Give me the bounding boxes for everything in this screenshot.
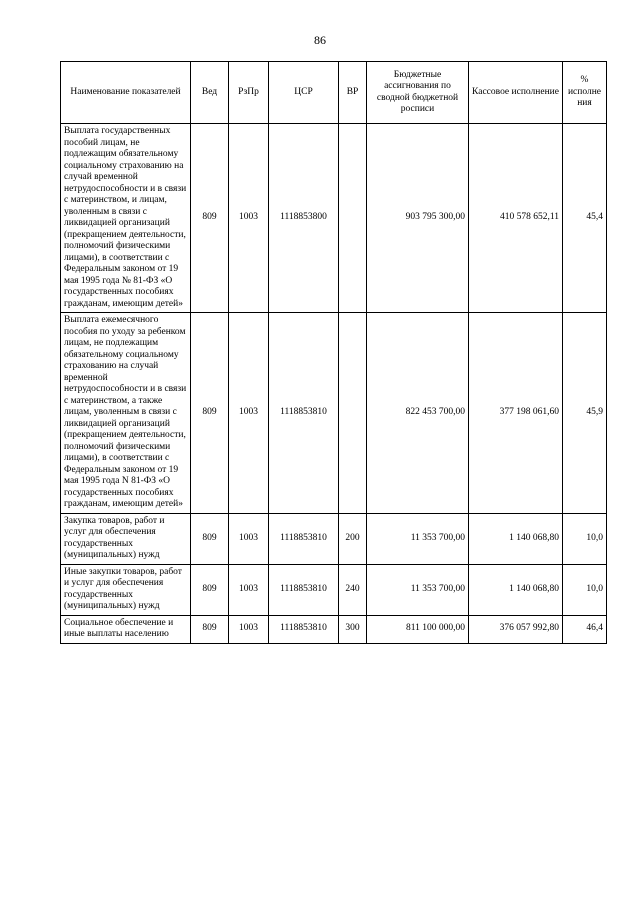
budget-execution-table	[60, 61, 607, 644]
table-row	[61, 313, 607, 514]
row-vr: 300	[339, 615, 367, 643]
row-ved: 809	[191, 615, 229, 643]
table-row	[61, 564, 607, 615]
row-rzpr: 1003	[229, 124, 269, 313]
row-cash: 1 140 068,80	[469, 513, 563, 564]
header-cash: Кассовое исполнение	[469, 62, 563, 124]
row-budget: 11 353 700,00	[367, 513, 469, 564]
row-csr: 1118853810	[269, 513, 339, 564]
row-rzpr: 1003	[229, 564, 269, 615]
header-ved: Вед	[191, 62, 229, 124]
table-row	[61, 124, 607, 313]
row-ved: 809	[191, 564, 229, 615]
header-budget: Бюджетные ассигнования по сводной бюджетной росписи	[367, 62, 469, 124]
table-header-row	[61, 62, 607, 124]
row-ved: 809	[191, 124, 229, 313]
table-row	[61, 513, 607, 564]
row-cash: 377 198 061,60	[469, 313, 563, 514]
row-vr: 240	[339, 564, 367, 615]
row-csr: 1118853800	[269, 124, 339, 313]
row-budget: 811 100 000,00	[367, 615, 469, 643]
row-name: Закупка товаров, работ и услуг для обеспечения государственных (муниципальных) нужд	[61, 513, 191, 564]
row-pct: 45,9	[563, 313, 607, 514]
row-ved: 809	[191, 513, 229, 564]
row-csr: 1118853810	[269, 313, 339, 514]
row-vr: 200	[339, 513, 367, 564]
row-ved: 809	[191, 313, 229, 514]
row-name: Выплата ежемесячного пособия по уходу за ребенком лицам, не подлежащим обязательному социальному страхованию на случай временной нетрудоспособности и в связи с материнством, а также лицам, уволенным в связи с ликвидацией организаций (прекращением деятельности, полномочий физическими лицами), в соответствии с Федеральным законом от 19 мая 1995 года N 81-ФЗ «О государственных пособиях гражданам, имеющим детей»	[61, 313, 191, 514]
row-name: Иные закупки товаров, работ и услуг для обеспечения государственных (муниципальных) нужд	[61, 564, 191, 615]
header-rzpr: РзПр	[229, 62, 269, 124]
row-pct: 10,0	[563, 513, 607, 564]
row-budget: 11 353 700,00	[367, 564, 469, 615]
row-cash: 410 578 652,11	[469, 124, 563, 313]
row-name: Выплата государственных пособий лицам, не подлежащим обязательному социальному страхованию на случай временной нетрудоспособности и в связи с материнством, и лицам, уволенным в связи с ликвидацией организаций (прекращением деятельности, полномочий физическими лицами), в соответствии с Федеральным законом от 19 мая 1995 года № 81-ФЗ «О государственных пособиях гражданам, имеющим детей»	[61, 124, 191, 313]
header-pct: % исполне ния	[563, 62, 607, 124]
row-budget: 822 453 700,00	[367, 313, 469, 514]
row-csr: 1118853810	[269, 615, 339, 643]
row-csr: 1118853810	[269, 564, 339, 615]
header-name: Наименование показателей	[61, 62, 191, 124]
row-vr	[339, 313, 367, 514]
page-number: 86	[314, 33, 326, 47]
header-csr: ЦСР	[269, 62, 339, 124]
row-pct: 45,4	[563, 124, 607, 313]
table-row	[61, 615, 607, 643]
row-vr	[339, 124, 367, 313]
row-name: Социальное обеспечение и иные выплаты населению	[61, 615, 191, 643]
row-cash: 1 140 068,80	[469, 564, 563, 615]
header-vr: ВР	[339, 62, 367, 124]
row-rzpr: 1003	[229, 615, 269, 643]
row-pct: 46,4	[563, 615, 607, 643]
row-cash: 376 057 992,80	[469, 615, 563, 643]
row-rzpr: 1003	[229, 313, 269, 514]
row-pct: 10,0	[563, 564, 607, 615]
row-budget: 903 795 300,00	[367, 124, 469, 313]
row-rzpr: 1003	[229, 513, 269, 564]
